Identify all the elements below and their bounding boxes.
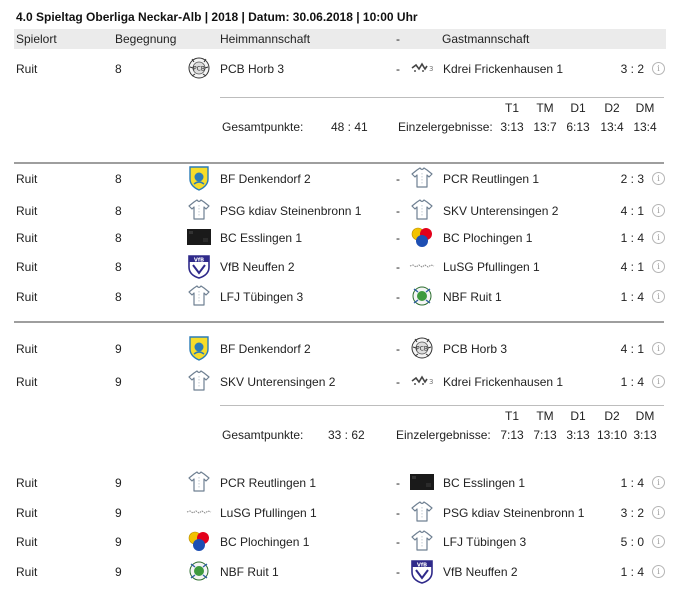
heim-team-link[interactable]: PCB Horb 3 [220, 62, 285, 76]
begegnung-cell: 9 [115, 342, 122, 356]
shirt-icon [409, 528, 435, 554]
lusg-logo [186, 499, 212, 525]
heim-team-link[interactable]: LuSG Pfullingen 1 [220, 506, 317, 520]
heim-team-link[interactable]: SKV Unterensingen 2 [220, 375, 336, 389]
header-gastmannschaft: Gastmannschaft [442, 32, 530, 46]
gast-team-link[interactable]: PSG kdiav Steinenbronn 1 [443, 506, 585, 520]
match-score: 4 : 1 [620, 342, 644, 356]
gesamtpunkte-label: Gesamtpunkte: [222, 120, 304, 134]
bc-plochingen-logo [409, 224, 435, 250]
versus-dash: - [396, 476, 400, 490]
match-score: 1 : 4 [620, 231, 644, 245]
versus-dash: - [396, 172, 400, 186]
stat-header: T1 [504, 409, 519, 423]
versus-dash: - [396, 506, 400, 520]
info-icon[interactable]: i [652, 565, 665, 578]
einzelergebnisse-label: Einzelergebnisse: [396, 428, 491, 442]
stat-header: DM [635, 409, 655, 423]
svg-text:VfB: VfB [193, 257, 205, 264]
shirt-icon [186, 283, 212, 309]
begegnung-cell: 8 [115, 172, 122, 186]
svg-text:VfB: VfB [416, 562, 428, 569]
versus-dash: - [396, 62, 400, 76]
spielort-cell: Ruit [16, 342, 38, 356]
match-score: 1 : 4 [620, 375, 644, 389]
match-score: 5 : 0 [620, 535, 644, 549]
info-icon[interactable]: i [652, 535, 665, 548]
shirt-icon [409, 197, 435, 223]
einzel-value: 3:13 [500, 120, 524, 134]
begegnung-cell: 8 [115, 260, 122, 274]
gesamtpunkte-label: Gesamtpunkte: [222, 428, 304, 442]
nbf-ruit-logo [409, 283, 435, 309]
vfb-neuffen-logo [409, 558, 435, 584]
info-icon[interactable]: i [652, 476, 665, 489]
begegnung-cell: 8 [115, 290, 122, 304]
gast-team-link[interactable]: PCB Horb 3 [443, 342, 508, 356]
einzel-value: 13:10 [596, 428, 628, 442]
match-score: 3 : 2 [620, 62, 644, 76]
gast-team-link[interactable]: Kdrei Frickenhausen 1 [443, 62, 564, 76]
begegnung-cell: 9 [115, 476, 122, 490]
spielort-cell: Ruit [16, 260, 38, 274]
pcb-horb-logo [409, 335, 435, 361]
summary-divider [220, 405, 664, 406]
spielort-cell: Ruit [16, 204, 38, 218]
versus-dash: - [396, 375, 400, 389]
stat-header: TM [536, 101, 554, 115]
einzel-value: 7:13 [533, 428, 557, 442]
shirt-icon [186, 197, 212, 223]
match-score: 2 : 3 [620, 172, 644, 186]
einzel-value: 3:13 [633, 428, 657, 442]
heim-team-link[interactable]: BF Denkendorf 2 [220, 342, 311, 356]
svg-text:3: 3 [429, 65, 434, 73]
stat-header: D2 [604, 101, 620, 115]
spielort-cell: Ruit [16, 172, 38, 186]
heim-team-link[interactable]: PCR Reutlingen 1 [220, 476, 317, 490]
begegnung-cell: 8 [115, 204, 122, 218]
header-spielort: Spielort [16, 32, 57, 46]
versus-dash: - [396, 204, 400, 218]
einzel-value: 13:4 [600, 120, 624, 134]
shirt-icon [186, 469, 212, 495]
heim-team-link[interactable]: BC Esslingen 1 [220, 231, 303, 245]
header-dash: - [396, 32, 400, 46]
spielort-cell: Ruit [16, 62, 38, 76]
info-icon[interactable]: i [652, 506, 665, 519]
bc-esslingen-logo [409, 469, 435, 495]
einzel-value: 13:4 [633, 120, 657, 134]
spielort-cell: Ruit [16, 476, 38, 490]
info-icon[interactable]: i [652, 375, 665, 388]
gast-team-link[interactable]: BC Plochingen 1 [443, 231, 533, 245]
info-icon[interactable]: i [652, 342, 665, 355]
begegnung-cell: 8 [115, 231, 122, 245]
info-icon[interactable]: i [652, 290, 665, 303]
stat-header: D2 [604, 409, 620, 423]
gesamtpunkte-value: 33 : 62 [328, 428, 365, 442]
gast-team-link[interactable]: SKV Unterensingen 2 [443, 204, 559, 218]
begegnung-cell: 9 [115, 375, 122, 389]
begegnung-cell: 9 [115, 565, 122, 579]
einzel-value: 6:13 [566, 120, 590, 134]
match-score: 1 : 4 [620, 290, 644, 304]
match-score: 1 : 4 [620, 565, 644, 579]
info-icon[interactable]: i [652, 260, 665, 273]
kdrei-logo [409, 55, 435, 81]
spielort-cell: Ruit [16, 290, 38, 304]
gast-team-link[interactable]: LFJ Tübingen 3 [443, 535, 527, 549]
gast-team-link[interactable]: PCR Reutlingen 1 [443, 172, 540, 186]
heim-team-link[interactable]: LFJ Tübingen 3 [220, 290, 304, 304]
begegnung-cell: 8 [115, 62, 122, 76]
spielort-cell: Ruit [16, 231, 38, 245]
versus-dash: - [396, 565, 400, 579]
header-begegnung: Begegnung [115, 32, 177, 46]
stat-header: DM [635, 101, 655, 115]
gast-team-link[interactable]: NBF Ruit 1 [443, 290, 502, 304]
heim-team-link[interactable]: BC Plochingen 1 [220, 535, 310, 549]
vfb-neuffen-logo [186, 253, 212, 279]
einzel-value: 7:13 [500, 428, 524, 442]
match-score: 1 : 4 [620, 476, 644, 490]
heim-team-link[interactable]: NBF Ruit 1 [220, 565, 279, 579]
stat-header: D1 [570, 101, 586, 115]
table-header [14, 29, 666, 49]
bf-denkendorf-logo [186, 165, 212, 191]
stat-header: D1 [570, 409, 586, 423]
gast-team-link[interactable]: BC Esslingen 1 [443, 476, 526, 490]
versus-dash: - [396, 342, 400, 356]
begegnung-cell: 9 [115, 535, 122, 549]
info-icon[interactable]: i [652, 62, 665, 75]
pcb-horb-logo [186, 55, 212, 81]
bc-plochingen-logo [186, 528, 212, 554]
versus-dash: - [396, 535, 400, 549]
gast-team-link[interactable]: VfB Neuffen 2 [443, 565, 518, 579]
info-icon[interactable]: i [652, 172, 665, 185]
match-score: 4 : 1 [620, 204, 644, 218]
lusg-logo [409, 253, 435, 279]
stat-header: T1 [504, 101, 519, 115]
bf-denkendorf-logo [186, 335, 212, 361]
info-icon[interactable]: i [652, 204, 665, 217]
shirt-icon [409, 165, 435, 191]
svg-text:PCB: PCB [416, 345, 428, 353]
bc-esslingen-logo [186, 224, 212, 250]
shirt-icon [186, 368, 212, 394]
gesamtpunkte-value: 48 : 41 [331, 120, 368, 134]
match-score: 4 : 1 [620, 260, 644, 274]
heim-team-link[interactable]: VfB Neuffen 2 [220, 260, 295, 274]
begegnung-cell: 9 [115, 506, 122, 520]
shirt-icon [409, 499, 435, 525]
spielort-cell: Ruit [16, 535, 38, 549]
nbf-ruit-logo [186, 558, 212, 584]
spielort-cell: Ruit [16, 375, 38, 389]
gast-team-link[interactable]: LuSG Pfullingen 1 [443, 260, 540, 274]
heim-team-link[interactable]: PSG kdiav Steinenbronn 1 [220, 204, 362, 218]
section-divider [14, 162, 664, 164]
versus-dash: - [396, 231, 400, 245]
kdrei-logo [409, 368, 435, 394]
einzel-value: 3:13 [566, 428, 590, 442]
versus-dash: - [396, 260, 400, 274]
header-heimmannschaft: Heimmannschaft [220, 32, 311, 46]
versus-dash: - [396, 290, 400, 304]
section-divider [14, 321, 664, 323]
stat-header: TM [536, 409, 554, 423]
svg-text:PCB: PCB [193, 65, 205, 73]
svg-text:3: 3 [429, 378, 434, 386]
einzelergebnisse-label: Einzelergebnisse: [398, 120, 493, 134]
spielort-cell: Ruit [16, 565, 38, 579]
spielort-cell: Ruit [16, 506, 38, 520]
info-icon[interactable]: i [652, 231, 665, 244]
heim-team-link[interactable]: BF Denkendorf 2 [220, 172, 311, 186]
summary-divider [220, 97, 664, 98]
einzel-value: 13:7 [533, 120, 557, 134]
gast-team-link[interactable]: Kdrei Frickenhausen 1 [443, 375, 564, 389]
page-title: 4.0 Spieltag Oberliga Neckar-Alb | 2018 | Datum: 30.06.2018 | 10:00 Uhr [16, 10, 418, 24]
match-score: 3 : 2 [620, 506, 644, 520]
